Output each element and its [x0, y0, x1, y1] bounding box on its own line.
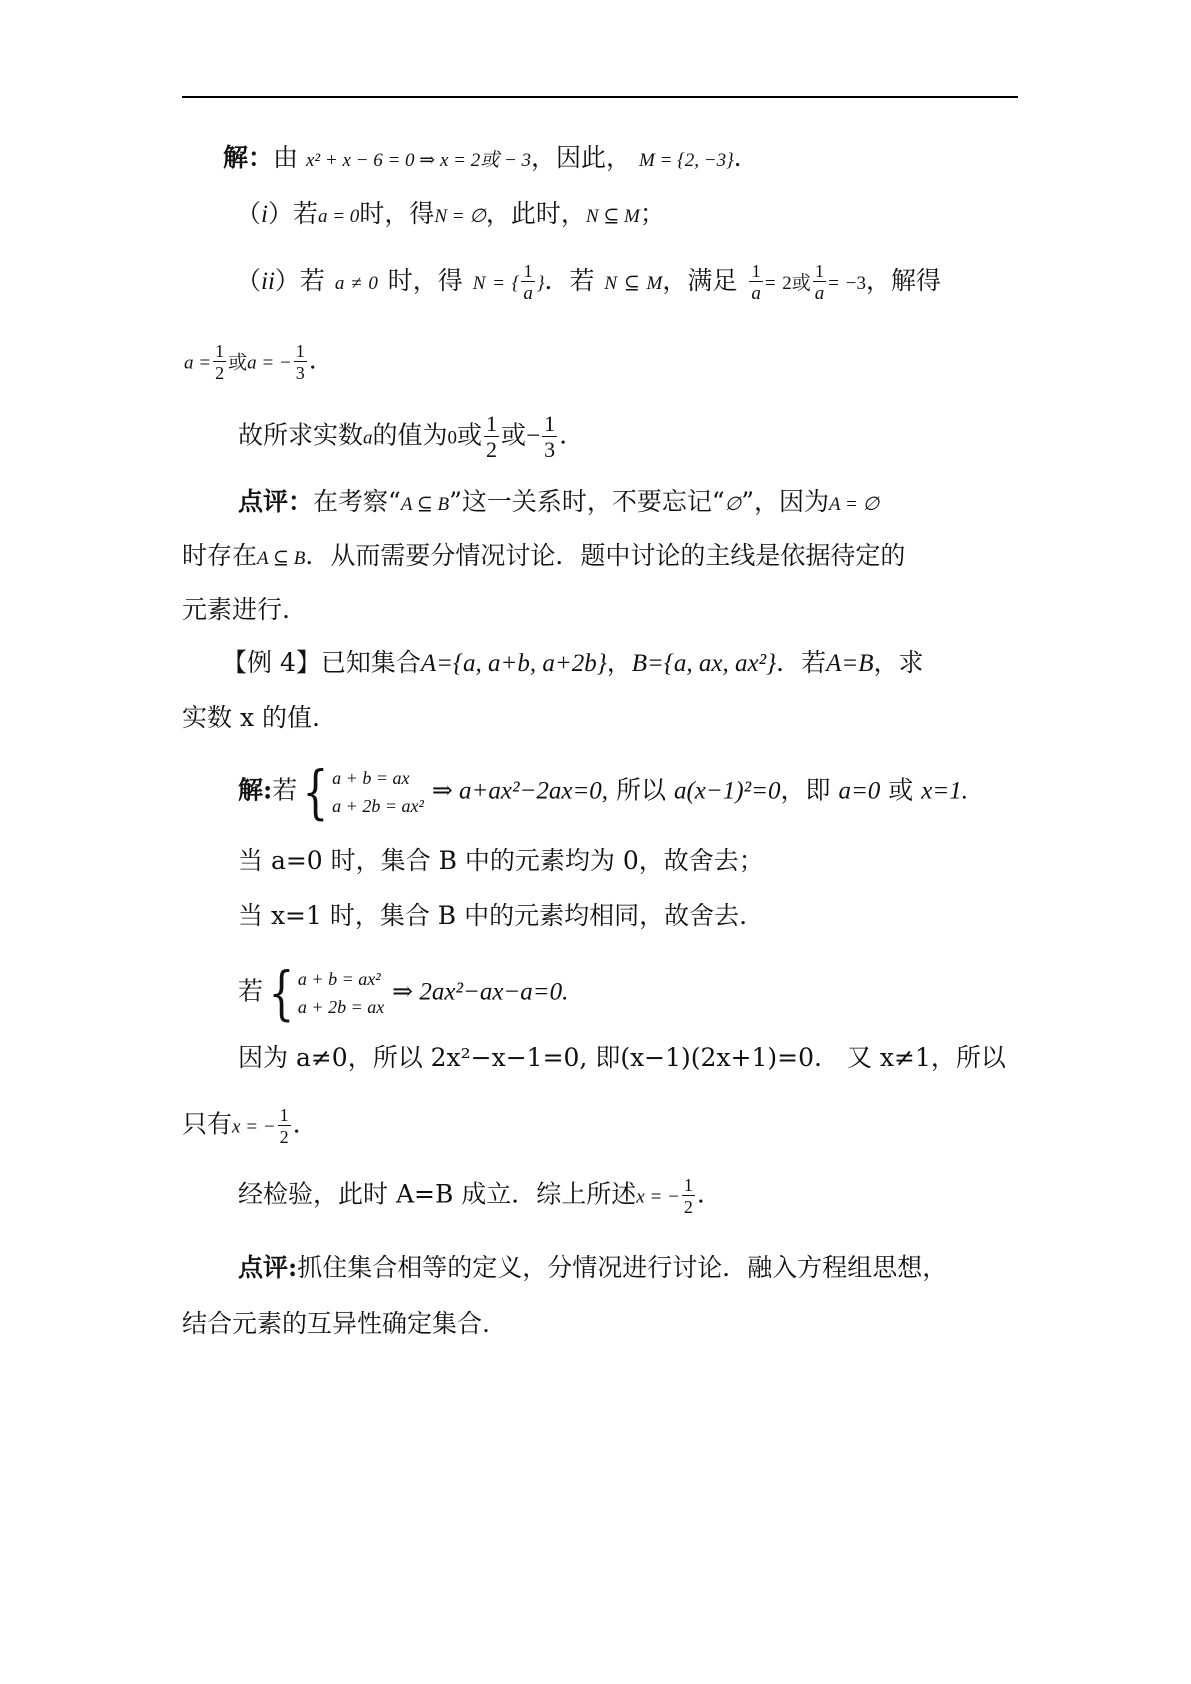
equation: N = { [472, 273, 520, 294]
roman-numeral: ii [261, 268, 275, 295]
solution-2-line-6 [182, 1106, 301, 1146]
denominator: 3 [295, 363, 305, 383]
denominator: a [814, 283, 825, 304]
denominator: 2 [486, 437, 498, 462]
text: 若 [238, 976, 264, 1006]
minus-sign: − [526, 422, 541, 450]
text: . [696, 1179, 705, 1209]
fraction [813, 262, 827, 303]
text: 时存在 [182, 541, 258, 570]
text: . [308, 345, 317, 375]
solution-label: 解 [223, 143, 249, 172]
equation: x=1. [921, 777, 968, 805]
text: ，即 [780, 775, 831, 805]
equation: N ⊆ M [604, 273, 663, 294]
denominator: 2 [279, 1127, 289, 1147]
review-1-line-3: 元素进行. [182, 595, 290, 624]
text: 经检验，此时 A=B 成立．综上所述 [238, 1179, 637, 1209]
text: 所以 [616, 775, 667, 805]
equation: } [536, 273, 545, 294]
text: 或 [228, 352, 248, 374]
numerator: 1 [544, 411, 556, 436]
text: 已知集合 [320, 648, 421, 677]
roman-numeral: i [261, 201, 268, 228]
text: ，求 [873, 648, 924, 677]
solution-2-line-1 [238, 758, 968, 826]
system-equation: a + b = ax² [297, 969, 381, 989]
text: ，因此， [531, 143, 632, 172]
equation: N = ∅ [434, 206, 486, 227]
set-b: B={a, ax, ax²} [631, 650, 777, 677]
text: 故所求实数 [238, 420, 364, 450]
text: 只有 [182, 1109, 233, 1139]
example-label: 【例 4】 [222, 648, 321, 677]
solution-label-colon: ： [248, 143, 274, 172]
example-4-line-1 [222, 645, 924, 682]
header-rule [182, 96, 1018, 98]
variable: a [363, 427, 373, 449]
text: ，满足 [662, 266, 738, 295]
review-1-line-1 [238, 484, 879, 523]
text: 若 [272, 775, 298, 805]
system-equation: a + b = ax [332, 768, 410, 788]
fraction-half [278, 1106, 291, 1146]
review-label-colon: ： [288, 487, 314, 516]
brace-icon: { [268, 959, 295, 1027]
text: . [292, 1109, 301, 1139]
text: 由 [273, 143, 299, 172]
equation: ⇒ 2ax²−ax−a=0. [392, 978, 569, 1006]
text: ，此时， [485, 199, 586, 228]
equation: A ⊆ B [400, 494, 450, 515]
text: ．从而需要分情况讨论．题中讨论的主线是依据待定的 [305, 541, 906, 570]
solution-2-line-7 [238, 1176, 705, 1216]
equation: = −3 [828, 273, 866, 294]
numerator: 1 [521, 262, 535, 282]
numerator: 1 [813, 262, 827, 282]
empty-set-symbol: ∅ [724, 494, 742, 515]
text: ”，因为 [741, 487, 830, 516]
solution-1-line [223, 140, 742, 179]
text: ； [639, 199, 665, 228]
conclusion-1-line [238, 413, 567, 461]
numerator: 1 [683, 1175, 693, 1195]
equation: a = [184, 352, 212, 374]
equation: a(x−1)²=0 [673, 777, 781, 805]
equation: N ⊆ M [585, 206, 640, 227]
equation: x² + x − 6 = 0 ⇒ x = 2或 − 3 [306, 150, 532, 171]
example-4-line-2: 实数 x 的值. [182, 703, 320, 732]
solution-label-colon: : [263, 775, 273, 805]
solution-2-line-5: 因为 a≠0，所以 2x²−x−1=0, 即(x−1)(2x+1)=0. 又 x≠1，所以 [238, 1043, 1006, 1072]
text: 的值为 [372, 420, 448, 450]
equation-system-2 [263, 959, 385, 1027]
equation: A ⊆ B [257, 548, 306, 569]
fraction-half [213, 342, 226, 382]
solution-2-line-4 [238, 959, 569, 1027]
text: 或 [457, 420, 483, 450]
denominator: 2 [215, 363, 225, 383]
case-ii-line [236, 262, 941, 303]
solution-2-line-2: 当 a=0 时，集合 B 中的元素均为 0，故舍去； [238, 846, 764, 875]
review-label: 点评 [238, 1253, 289, 1282]
denominator: 2 [683, 1197, 693, 1217]
fraction-third [294, 342, 307, 382]
text: ，解得 [865, 266, 941, 295]
text: ， [606, 648, 632, 677]
set-m: M = {2, −3} [639, 150, 734, 171]
review-label-colon: : [288, 1253, 298, 1282]
text: 抓住集合相等的定义，分情况进行讨论．融入方程组思想， [297, 1253, 948, 1282]
text: 时，得 [387, 266, 463, 295]
denominator: a [751, 283, 761, 304]
fraction [521, 262, 535, 303]
review-2-line-1 [238, 1250, 947, 1286]
text: 在考察“ [313, 487, 401, 516]
brace-icon: { [302, 758, 329, 826]
equation: x = − [636, 1186, 680, 1208]
equation: a=0 [838, 777, 881, 805]
system-equation: a + 2b = ax² [332, 796, 424, 816]
text: 或 [888, 775, 914, 805]
equation: a = 0 [317, 206, 360, 227]
numerator: 1 [486, 411, 498, 436]
denominator: 3 [544, 437, 556, 462]
number: 0 [447, 427, 458, 449]
fraction-half [484, 413, 499, 461]
review-1-line-2 [182, 538, 905, 577]
equation: x = − [232, 1116, 276, 1138]
denominator: a [523, 283, 533, 304]
text: . [559, 420, 568, 450]
fraction-third [542, 413, 557, 461]
solution-2-line-3: 当 x=1 时，集合 B 中的元素均相同，故舍去. [238, 901, 748, 930]
fraction [749, 262, 763, 303]
text: 或 [501, 420, 527, 450]
review-label: 点评 [238, 487, 289, 516]
numerator: 1 [749, 262, 763, 282]
equation-system-1 [297, 758, 424, 826]
equation: ⇒ a+ax²−2ax=0, [431, 777, 609, 805]
case-ii-result-line [184, 342, 317, 382]
equation: a ≠ 0 [334, 273, 378, 294]
text: （ [236, 266, 262, 295]
system-equation: a + 2b = ax [297, 997, 385, 1017]
text: ．若 [776, 648, 827, 677]
equation: = 2或 [764, 273, 811, 294]
text: ）若 [267, 199, 318, 228]
set-a: A={a, a+b, a+2b} [420, 650, 607, 677]
numerator: 1 [279, 1105, 289, 1125]
text: . [733, 143, 742, 172]
text: 时，得 [359, 199, 435, 228]
numerator: 1 [295, 341, 305, 361]
condition: A=B [826, 650, 874, 677]
equation: a = − [247, 352, 292, 374]
solution-label: 解 [238, 775, 264, 805]
text: （ [236, 199, 262, 228]
text: ”这一关系时，不要忘记“ [449, 487, 725, 516]
numerator: 1 [215, 341, 225, 361]
text: ）若 [274, 266, 325, 295]
text: ．若 [544, 266, 595, 295]
review-2-line-2: 结合元素的互异性确定集合. [182, 1309, 490, 1338]
case-i-line [236, 196, 665, 235]
equation: A = ∅ [829, 494, 880, 515]
fraction-half [682, 1176, 695, 1216]
